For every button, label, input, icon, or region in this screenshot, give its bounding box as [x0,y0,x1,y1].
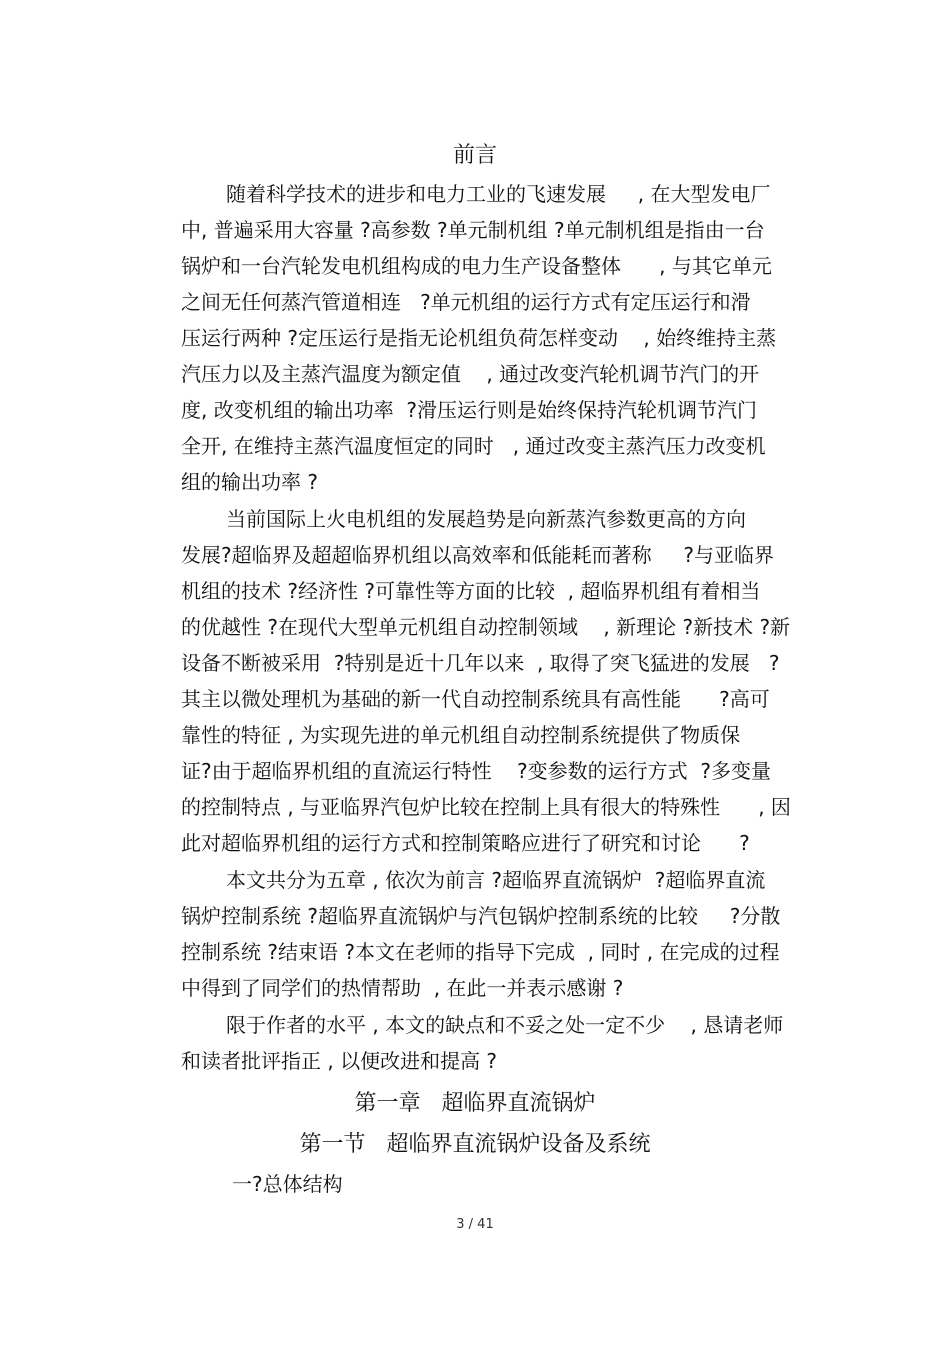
paragraph-1-line-1: 随着科学技术的进步和电力工业的飞速发展 , 在大型发电厂 [226,182,771,206]
paragraph-2-line-8: 证?由于超临界机组的直流运行特性 ?变参数的运行方式 ?多变量 [181,759,771,783]
paragraph-4-line-1: 限于作者的水平 , 本文的缺点和不妥之处一定不少 , 恳请老师 [226,1013,784,1037]
paragraph-1-line-3: 锅炉和一台汽轮发电机组构成的电力生产设备整体 , 与其它单元 [181,254,772,278]
paragraph-2-line-5: 设备不断被采用 ?特别是近十几年以来 , 取得了突飞猛进的发展 ? [181,651,780,675]
paragraph-4-line-2: 和读者批评指正 , 以便改进和提高 ? [181,1049,498,1073]
paragraph-1-line-9: 组的输出功率 ? [181,470,318,494]
paragraph-1-line-2: 中, 普遍采用大容量 ?高参数 ?单元制机组 ?单元制机组是指由一台 [181,218,765,242]
paragraph-2-line-1: 当前国际上火电机组的发展趋势是向新蒸汽参数更高的方向 [226,507,746,531]
paragraph-1-line-7: 度, 改变机组的输出功率 ?滑压运行则是始终保持汽轮机调节汽门 [181,398,758,422]
paragraph-3-line-4: 中得到了同学们的热情帮助 , 在此一并表示感谢 ? [181,976,624,1000]
paragraph-3-line-2: 锅炉控制系统 ?超临界直流锅炉与汽包锅炉控制系统的比较 ?分散 [181,904,781,928]
paragraph-2-line-10: 此对超临界机组的运行方式和控制策略应进行了研究和讨论 ? [181,831,750,855]
paragraph-2-line-6: 其主以微处理机为基础的新一代自动控制系统具有高性能 ?高可 [181,687,770,711]
subsection-title: 一?总体结构 [232,1172,343,1196]
page-number: 3 / 41 [456,1217,494,1232]
preface-title: 前言 [452,143,497,168]
paragraph-3-line-3: 控制系统 ?结束语 ?本文在老师的指导下完成 , 同时 , 在完成的过程 [181,940,780,964]
paragraph-2-line-4: 的优越性 ?在现代大型单元机组自动控制领域 , 新理论 ?新技术 ?新 [181,615,791,639]
paragraph-2-line-3: 机组的技术 ?经济性 ?可靠性等方面的比较 , 超临界机组有着相当 [181,579,761,603]
paragraph-2-line-7: 靠性的特征 , 为实现先进的单元机组自动控制系统提供了物质保 [181,723,741,747]
paragraph-3-line-1: 本文共分为五章 , 依次为前言 ?超临界直流锅炉 ?超临界直流 [226,868,766,892]
paragraph-1-line-4: 之间无任何蒸汽管道相连 ?单元机组的运行方式有定压运行和滑 [181,290,751,314]
paragraph-1-line-6: 汽压力以及主蒸汽温度为额定值 , 通过改变汽轮机调节汽门的开 [181,362,760,386]
paragraph-2-line-9: 的控制特点 , 与亚临界汽包炉比较在控制上具有很大的特殊性 , 因 [181,795,791,819]
chapter-title: 第一章 超临界直流锅炉 [354,1091,596,1116]
paragraph-1-line-8: 全开, 在维持主蒸汽温度恒定的同时 , 通过改变主蒸汽压力改变机 [181,434,766,458]
paragraph-1-line-5: 压运行两种 ?定压运行是指无论机组负荷怎样变动 , 始终维持主蒸 [181,326,777,350]
paragraph-2-line-2: 发展?超临界及超超临界机组以高效率和低能耗而著称 ?与亚临界 [181,543,775,567]
section-title: 第一节 超临界直流锅炉设备及系统 [299,1132,651,1157]
